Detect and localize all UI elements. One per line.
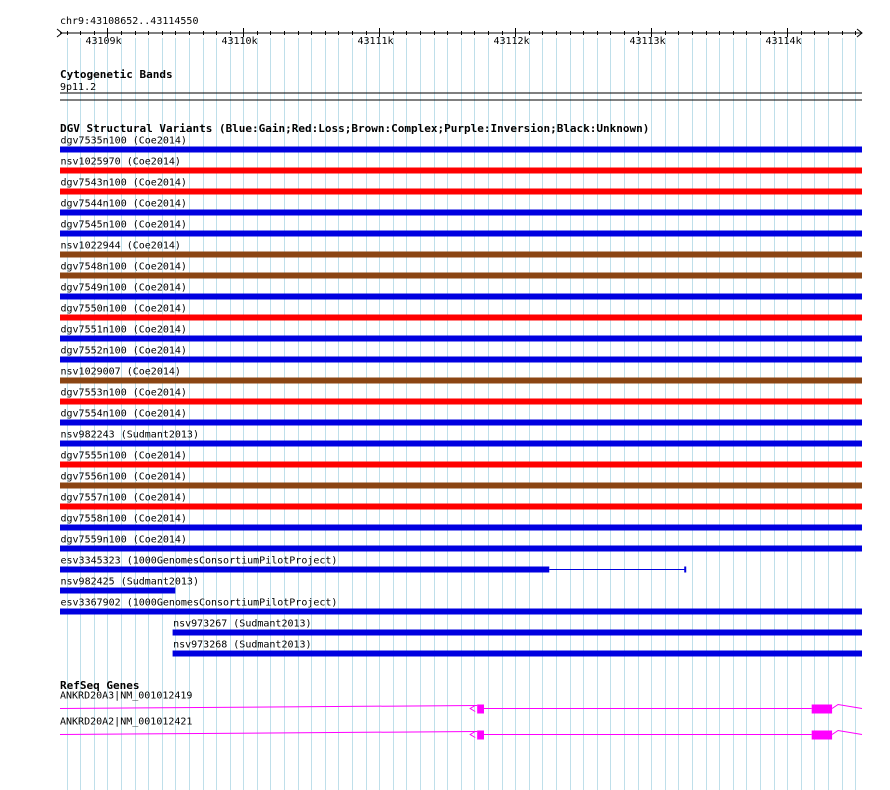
variant-bar[interactable] <box>60 378 862 384</box>
variant-end-mark <box>684 567 686 573</box>
variant-bar[interactable] <box>60 294 862 300</box>
variant-bar[interactable] <box>60 336 862 342</box>
variant-label[interactable]: nsv973268 (Sudmant2013) <box>173 639 312 651</box>
gene-intron-line <box>60 732 477 735</box>
variant-bar[interactable] <box>60 567 549 573</box>
gene-intron-line <box>832 731 862 735</box>
variant-bar[interactable] <box>60 210 862 216</box>
variant-bar[interactable] <box>173 651 862 657</box>
gene-exon[interactable] <box>812 705 832 714</box>
variant-bar[interactable] <box>60 189 862 195</box>
variant-bar[interactable] <box>60 588 175 594</box>
variant-label[interactable]: nsv1029007 (Coe2014) <box>60 366 181 378</box>
ruler-tick-label: 43110k <box>221 36 258 47</box>
variant-bar[interactable] <box>60 504 862 510</box>
variant-label[interactable]: dgv7559n100 (Coe2014) <box>60 534 187 546</box>
gene-intron-line <box>832 705 862 709</box>
variant-label[interactable]: dgv7556n100 (Coe2014) <box>60 471 187 483</box>
variant-label[interactable]: dgv7554n100 (Coe2014) <box>60 408 187 420</box>
variant-label[interactable]: dgv7535n100 (Coe2014) <box>60 135 187 147</box>
gene-label[interactable]: ANKRD20A3|NM_001012419 <box>60 690 193 702</box>
variant-bar[interactable] <box>60 252 862 258</box>
ruler-tick-label: 43112k <box>493 36 530 47</box>
gene-exon[interactable] <box>477 731 484 740</box>
variant-label[interactable]: dgv7549n100 (Coe2014) <box>60 282 187 294</box>
variant-bar[interactable] <box>60 168 862 174</box>
dgv-track-title: DGV Structural Variants (Blue:Gain;Red:Loss;Brown:Complex;Purple:Inversion;Black:Unknown) <box>60 122 650 135</box>
variant-bar[interactable] <box>60 315 862 321</box>
variant-label[interactable]: dgv7543n100 (Coe2014) <box>60 177 187 189</box>
ruler-tick-label: 43111k <box>357 36 394 47</box>
variant-label[interactable]: nsv1022944 (Coe2014) <box>60 240 181 252</box>
variant-bar[interactable] <box>60 231 862 237</box>
ruler-track <box>57 16 862 47</box>
variant-label[interactable]: dgv7551n100 (Coe2014) <box>60 324 187 336</box>
strand-arrow-icon <box>470 732 475 738</box>
variant-bar[interactable] <box>60 399 862 405</box>
variant-label[interactable]: nsv982243 (Sudmant2013) <box>60 429 199 441</box>
variant-label[interactable]: dgv7553n100 (Coe2014) <box>60 387 187 399</box>
variant-bar[interactable] <box>60 357 862 363</box>
gene-label[interactable]: ANKRD20A2|NM_001012421 <box>60 716 193 728</box>
cytoband-title: Cytogenetic Bands <box>60 68 173 81</box>
variant-label[interactable]: nsv1025970 (Coe2014) <box>60 156 181 168</box>
region-label: chr9:43108652..43114550 <box>60 16 199 27</box>
variant-bar[interactable] <box>60 609 862 615</box>
variant-bar[interactable] <box>60 441 862 447</box>
ruler-tick-label: 43113k <box>629 36 666 47</box>
refseq-track-title: RefSeq Genes <box>60 679 140 692</box>
strand-arrow-icon <box>470 706 475 712</box>
cytoband-track <box>60 68 862 100</box>
variant-label[interactable]: dgv7550n100 (Coe2014) <box>60 303 187 315</box>
ruler-tick-label: 43109k <box>85 36 122 47</box>
variant-bar[interactable] <box>60 147 862 153</box>
variant-bar[interactable] <box>60 273 862 279</box>
variant-label[interactable]: esv3367902 (1000GenomesConsortiumPilotProject) <box>60 597 338 609</box>
variant-bar[interactable] <box>60 462 862 468</box>
variant-bar[interactable] <box>60 420 862 426</box>
variant-label[interactable]: dgv7557n100 (Coe2014) <box>60 492 187 504</box>
variant-label[interactable]: dgv7555n100 (Coe2014) <box>60 450 187 462</box>
variant-label[interactable]: dgv7552n100 (Coe2014) <box>60 345 187 357</box>
variant-label[interactable]: nsv973267 (Sudmant2013) <box>173 618 312 630</box>
variant-label[interactable]: nsv982425 (Sudmant2013) <box>60 576 199 588</box>
variant-bar[interactable] <box>60 525 862 531</box>
variant-label[interactable]: dgv7545n100 (Coe2014) <box>60 219 187 231</box>
gene-exon[interactable] <box>812 731 832 740</box>
variant-bar[interactable] <box>60 546 862 552</box>
variant-label[interactable]: dgv7548n100 (Coe2014) <box>60 261 187 273</box>
variant-bar[interactable] <box>60 483 862 489</box>
refseq-track <box>60 679 862 740</box>
dgv-track <box>60 122 862 657</box>
gene-intron-line <box>60 706 477 709</box>
ruler-left-arrow-icon <box>57 29 62 37</box>
variant-bar[interactable] <box>173 630 862 636</box>
gene-exon[interactable] <box>477 705 484 714</box>
variant-label[interactable]: dgv7544n100 (Coe2014) <box>60 198 187 210</box>
cytoband-label: 9p11.2 <box>60 82 97 93</box>
ruler-tick-label: 43114k <box>765 36 802 47</box>
variant-label[interactable]: dgv7558n100 (Coe2014) <box>60 513 187 525</box>
variant-label[interactable]: esv3345323 (1000GenomesConsortiumPilotProject) <box>60 555 338 567</box>
